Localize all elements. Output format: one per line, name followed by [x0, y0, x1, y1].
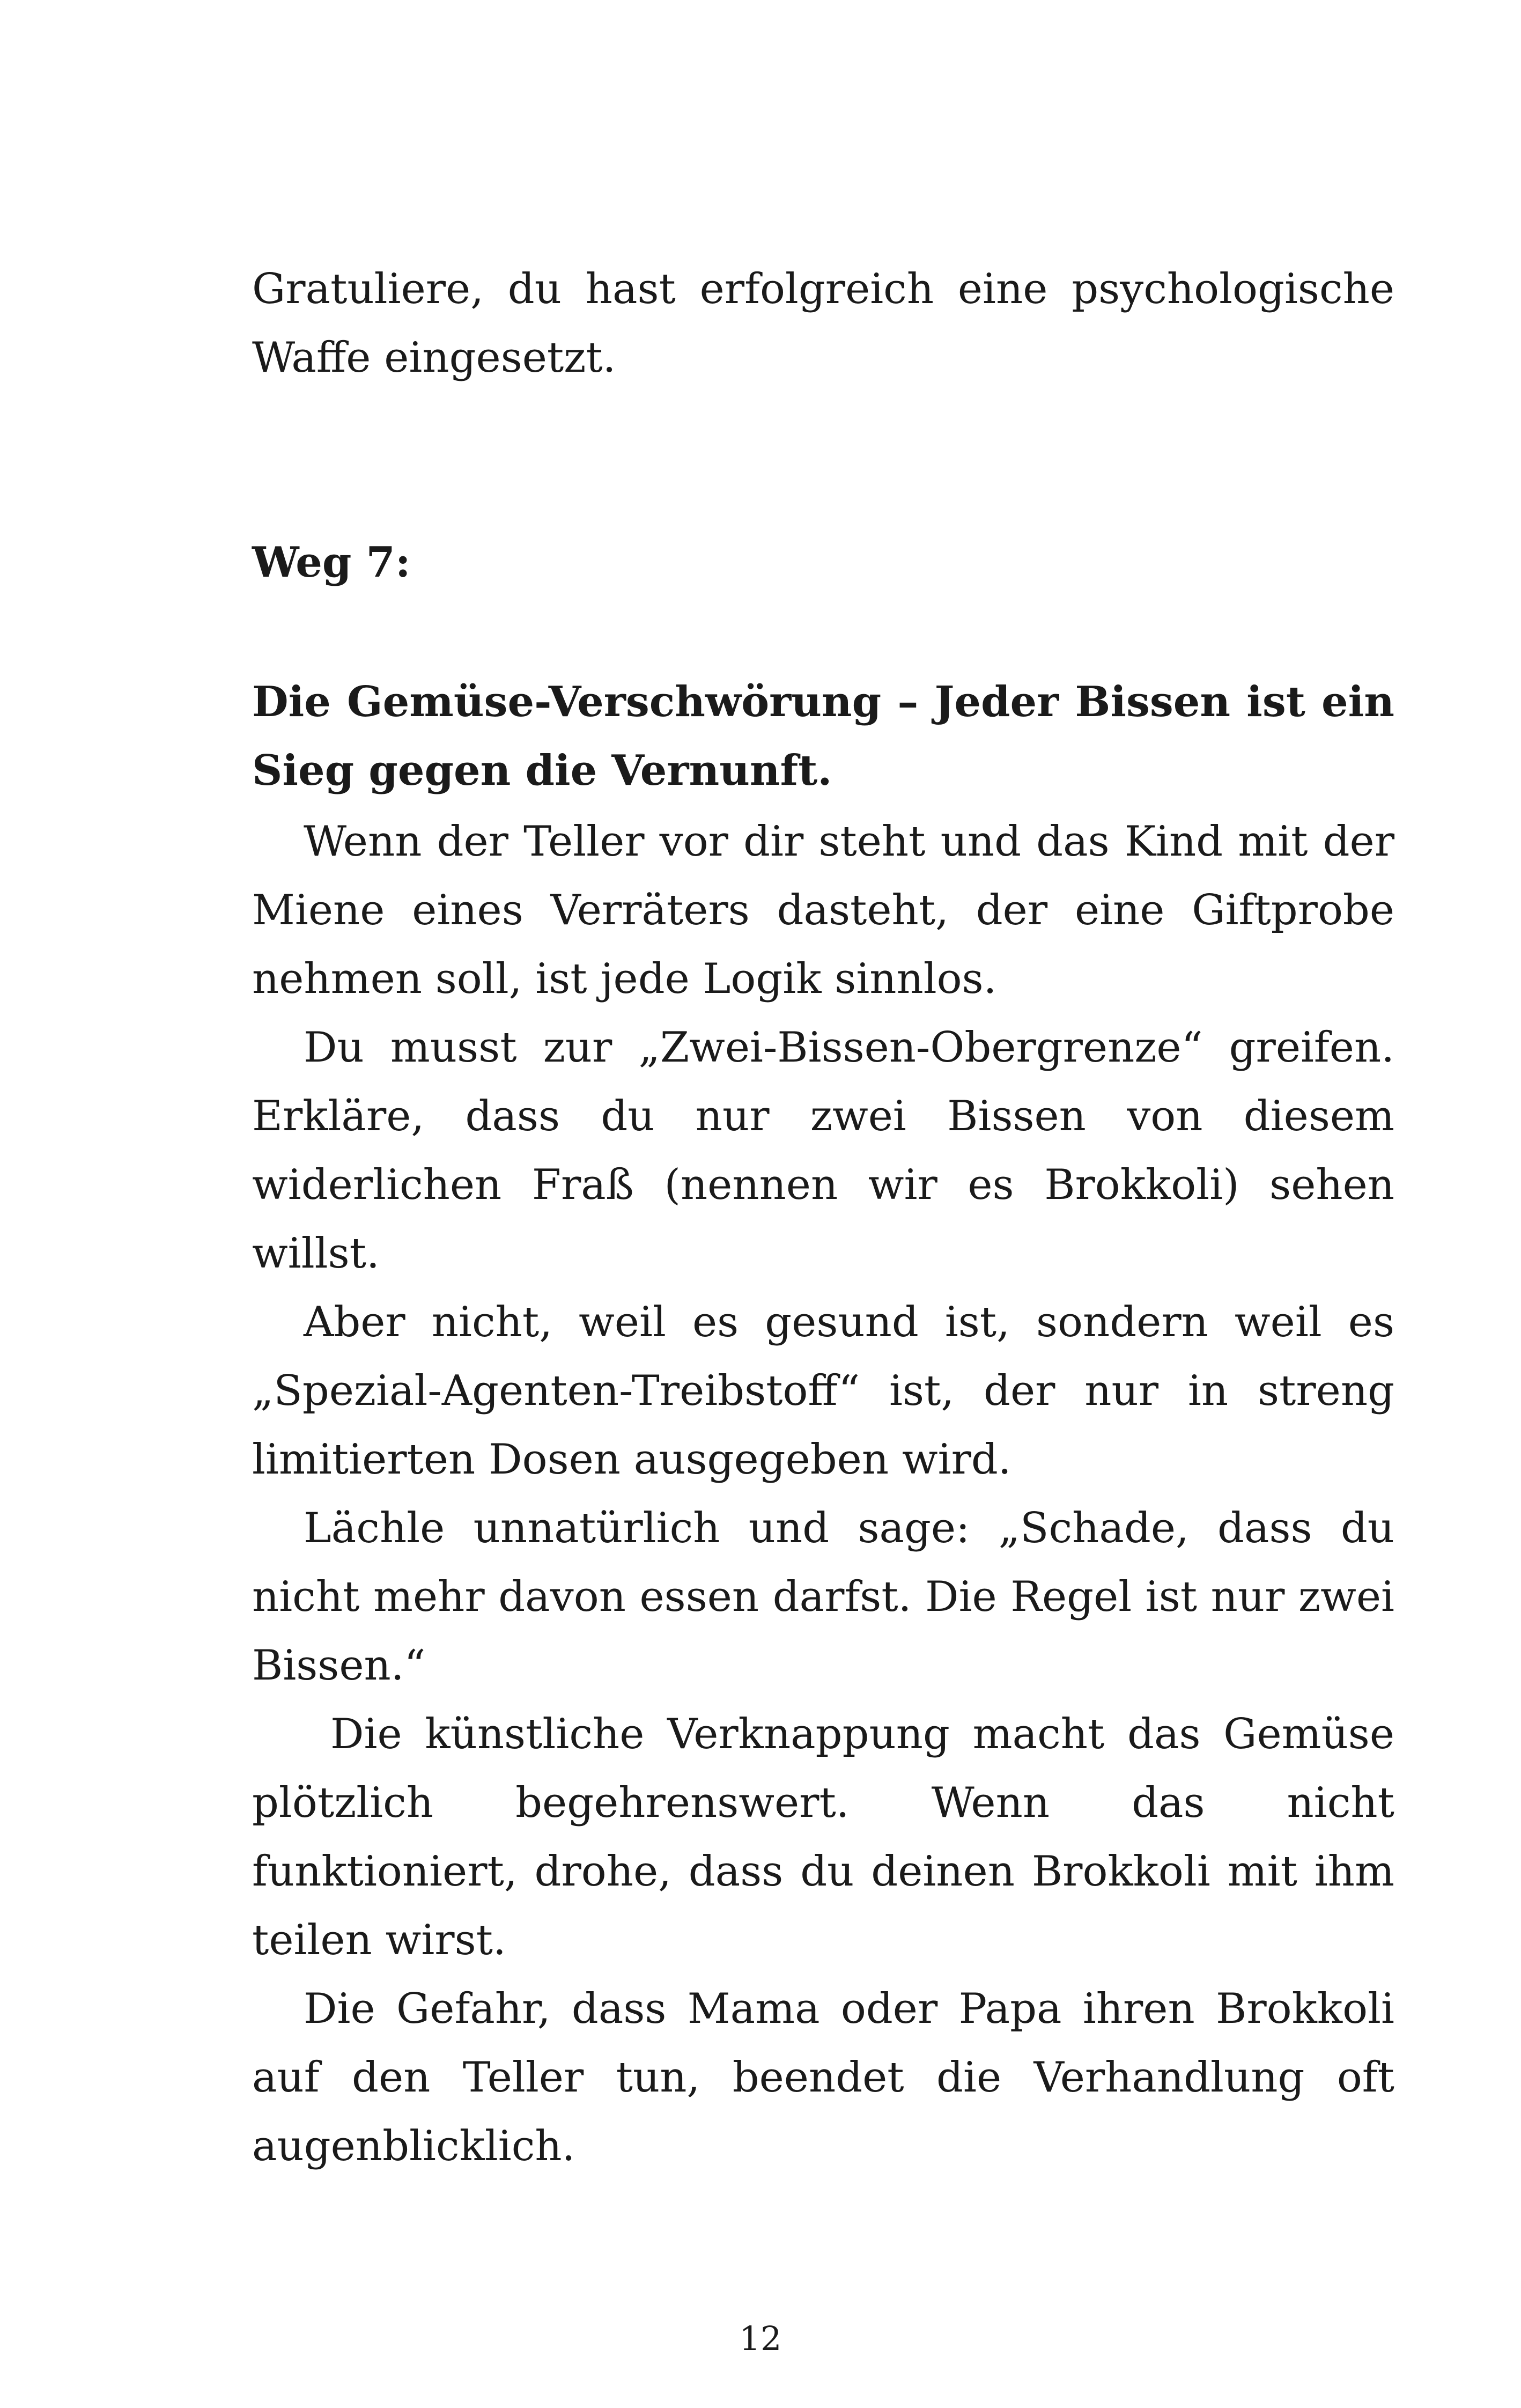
intro-paragraph: Gratuliere, du hast erfolgreich eine psychologische Waffe eingesetzt.: [252, 265, 1394, 382]
paragraph: Lächle unnatürlich und sage: „Schade, dass du nicht mehr davon essen darfst. Die Regel ist nur zwei Bissen.“: [252, 1504, 1394, 1690]
paragraph: Wenn der Teller vor dir steht und das Kind mit der Miene eines Verräters dasteht, der eine Giftprobe nehmen soll, ist jede Logik sinnlos.: [252, 818, 1394, 1003]
section-label: Weg 7:: [252, 538, 411, 587]
page-number: 12: [739, 2319, 782, 2358]
paragraph: Die Gefahr, dass Mama oder Papa ihren Brokkoli auf den Teller tun, beendet die Verhandlung oft augenblicklich.: [252, 1985, 1394, 2170]
paragraph: Du musst zur „Zwei-Bissen-Obergrenze“ greifen. Erkläre, dass du nur zwei Bissen von diesem widerlichen Fraß (nennen wir es Brokkoli) sehen willst.: [252, 1023, 1394, 1278]
section-title: Die Gemüse-Verschwörung – Jeder Bissen ist ein Sieg gegen die Vernunft.: [252, 678, 1394, 795]
paragraph: Die künstliche Verknappung macht das Gemüse plötzlich begehrenswert. Wenn das nicht funktioniert, drohe, dass du deinen Brokkoli mit ihm teilen wirst.: [252, 1710, 1394, 1964]
paragraph: Aber nicht, weil es gesund ist, sondern weil es „Spezial-Agenten-Treibstoff“ ist, der nur in streng limitierten Dosen ausgegeben wird.: [252, 1298, 1394, 1484]
body-text: [252, 807, 1394, 2181]
